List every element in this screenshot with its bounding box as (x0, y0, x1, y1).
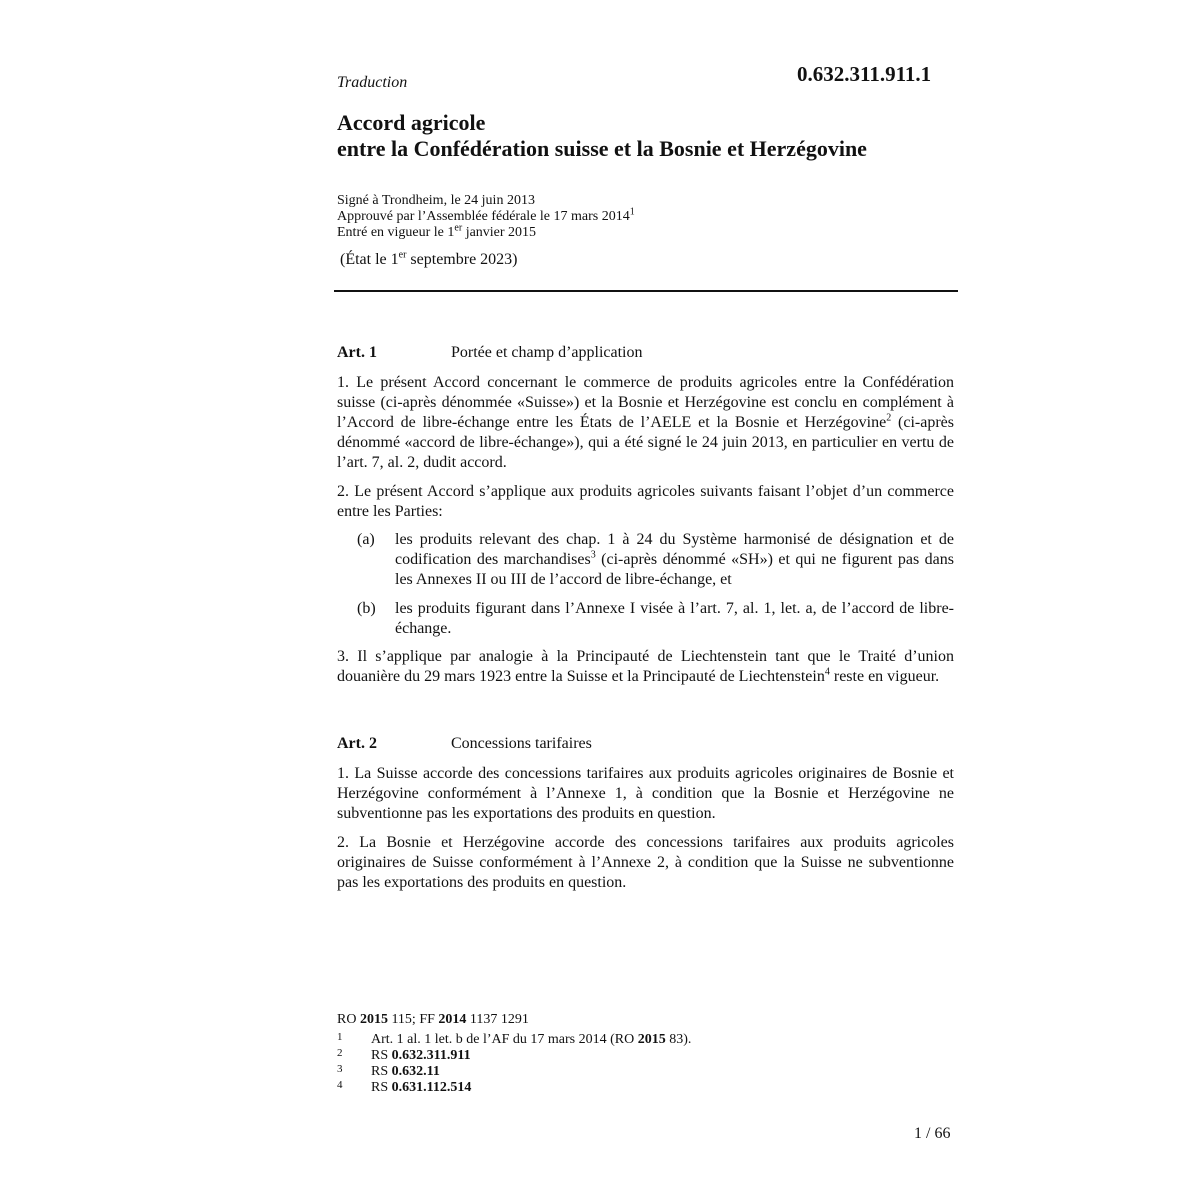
list-item-a (337, 530, 954, 590)
publication-source: RO 2015 115; FF 2014 1137 1291 (337, 1012, 529, 1027)
article-1-paragraph-1: 1. Le présent Accord concernant le commerce de produits agricoles entre la Confédération suisse (ci-après dénommée «Suisse») et la Bosnie et Herzégovine est conclu en complément à l’Accord de libre-échange entre les États de l’AELE et la Bosnie et Herzégovine$^2$ (ci-après dénommé «accord de libre-échange»), qui a été signé le 24 juin 2013, en particulier en vertu de l’art. 7, al. 2, dudit accord. (337, 374, 955, 471)
article-2-title: Concessions tarifaires (451, 735, 592, 752)
article-1-title: Portée et champ d’application (451, 344, 643, 361)
page-number: 1 / 66 (914, 1125, 951, 1142)
footnote-ref-3[interactable]: 3 (590, 549, 596, 561)
article-1-number: Art. 1 (337, 344, 377, 361)
footnote-2-number: 2 (337, 1047, 343, 1059)
footnote-ref-4[interactable]: 4 (824, 666, 830, 678)
article-1-paragraph-2: 2. Le présent Accord s’applique aux produits agricoles suivants faisant l’objet d’un commerce entre les Parties: (337, 483, 954, 520)
document-title (337, 110, 867, 162)
footnote-2 (337, 1048, 954, 1064)
list-item-a-text: les produits relevant des chap. 1 à 24 du Système harmonisé de désignation et de codification des marchandises$^3$ (ci-après dénommé «SH») et qui ne figurent pas dans les Annexes II ou III de l’accord de libre-échange, et (395, 531, 954, 588)
footnote-4-number: 4 (337, 1079, 343, 1091)
title-line-2: entre la Confédération suisse et la Bosnie et Herzégovine (337, 136, 867, 161)
approved-line: Approuvé par l’Assemblée fédérale le 17 mars 2014$^1$ (337, 206, 635, 224)
article-2-paragraph-2: 2. La Bosnie et Herzégovine accorde des concessions tarifaires aux produits agricoles originaires de Suisse conformément à l’Annexe 2, à condition que la Suisse ne subventionne pas les exportations des produits en question. (337, 834, 954, 891)
footnote-3-text: RS 0.632.11 (371, 1064, 440, 1079)
translation-label: Traduction (337, 74, 408, 91)
list-item-a-label: (a) (357, 531, 375, 548)
list-item-b (337, 599, 954, 639)
footnote-2-text: RS 0.632.311.911 (371, 1048, 471, 1063)
article-1-paragraph-3: 3. Il s’applique par analogie à la Principauté de Liechtenstein tant que le Traité d’union douanière du 29 mars 1923 entre la Suisse et la Principauté de Liechtenstein$^4$ reste en vigueur. (337, 648, 954, 685)
footnote-ref-2[interactable]: 2 (886, 412, 892, 424)
footnote-1 (337, 1032, 954, 1048)
footnote-3-number: 3 (337, 1063, 343, 1075)
footnote-ref-1[interactable]: 1 (629, 206, 635, 218)
article-2-number: Art. 2 (337, 735, 377, 752)
article-2-paragraph-1: 1. La Suisse accorde des concessions tarifaires aux produits agricoles originaires de Bosnie et Herzégovine conformément à l’Annexe 1, à condition que la Bosnie et Herzégovine ne subventionne pas les exportations des produits en question. (337, 765, 954, 822)
article-1-heading (337, 344, 954, 364)
status-date: (État le 1er septembre 2023) (340, 249, 518, 268)
footnote-1-text: Art. 1 al. 1 let. b de l’AF du 17 mars 2014 (RO 2015 83). (371, 1032, 692, 1047)
entered-line: Entré en vigueur le 1er janvier 2015 (337, 222, 537, 240)
signed-line: Signé à Trondheim, le 24 juin 2013 (337, 193, 535, 208)
footnote-1-number: 1 (337, 1031, 343, 1043)
footnote-4 (337, 1080, 954, 1096)
header-divider (334, 290, 958, 292)
list-item-b-text: les produits figurant dans l’Annexe I visée à l’art. 7, al. 1, let. a, de l’accord de libre-échange. (395, 600, 954, 637)
title-line-1: Accord agricole (337, 110, 486, 135)
footnote-3 (337, 1064, 954, 1080)
signature-metadata (337, 193, 635, 241)
footnote-4-text: RS 0.631.112.514 (371, 1080, 472, 1095)
list-item-b-label: (b) (357, 600, 376, 617)
rs-number: 0.632.311.911.1 (797, 62, 932, 86)
article-2-heading (337, 735, 954, 755)
